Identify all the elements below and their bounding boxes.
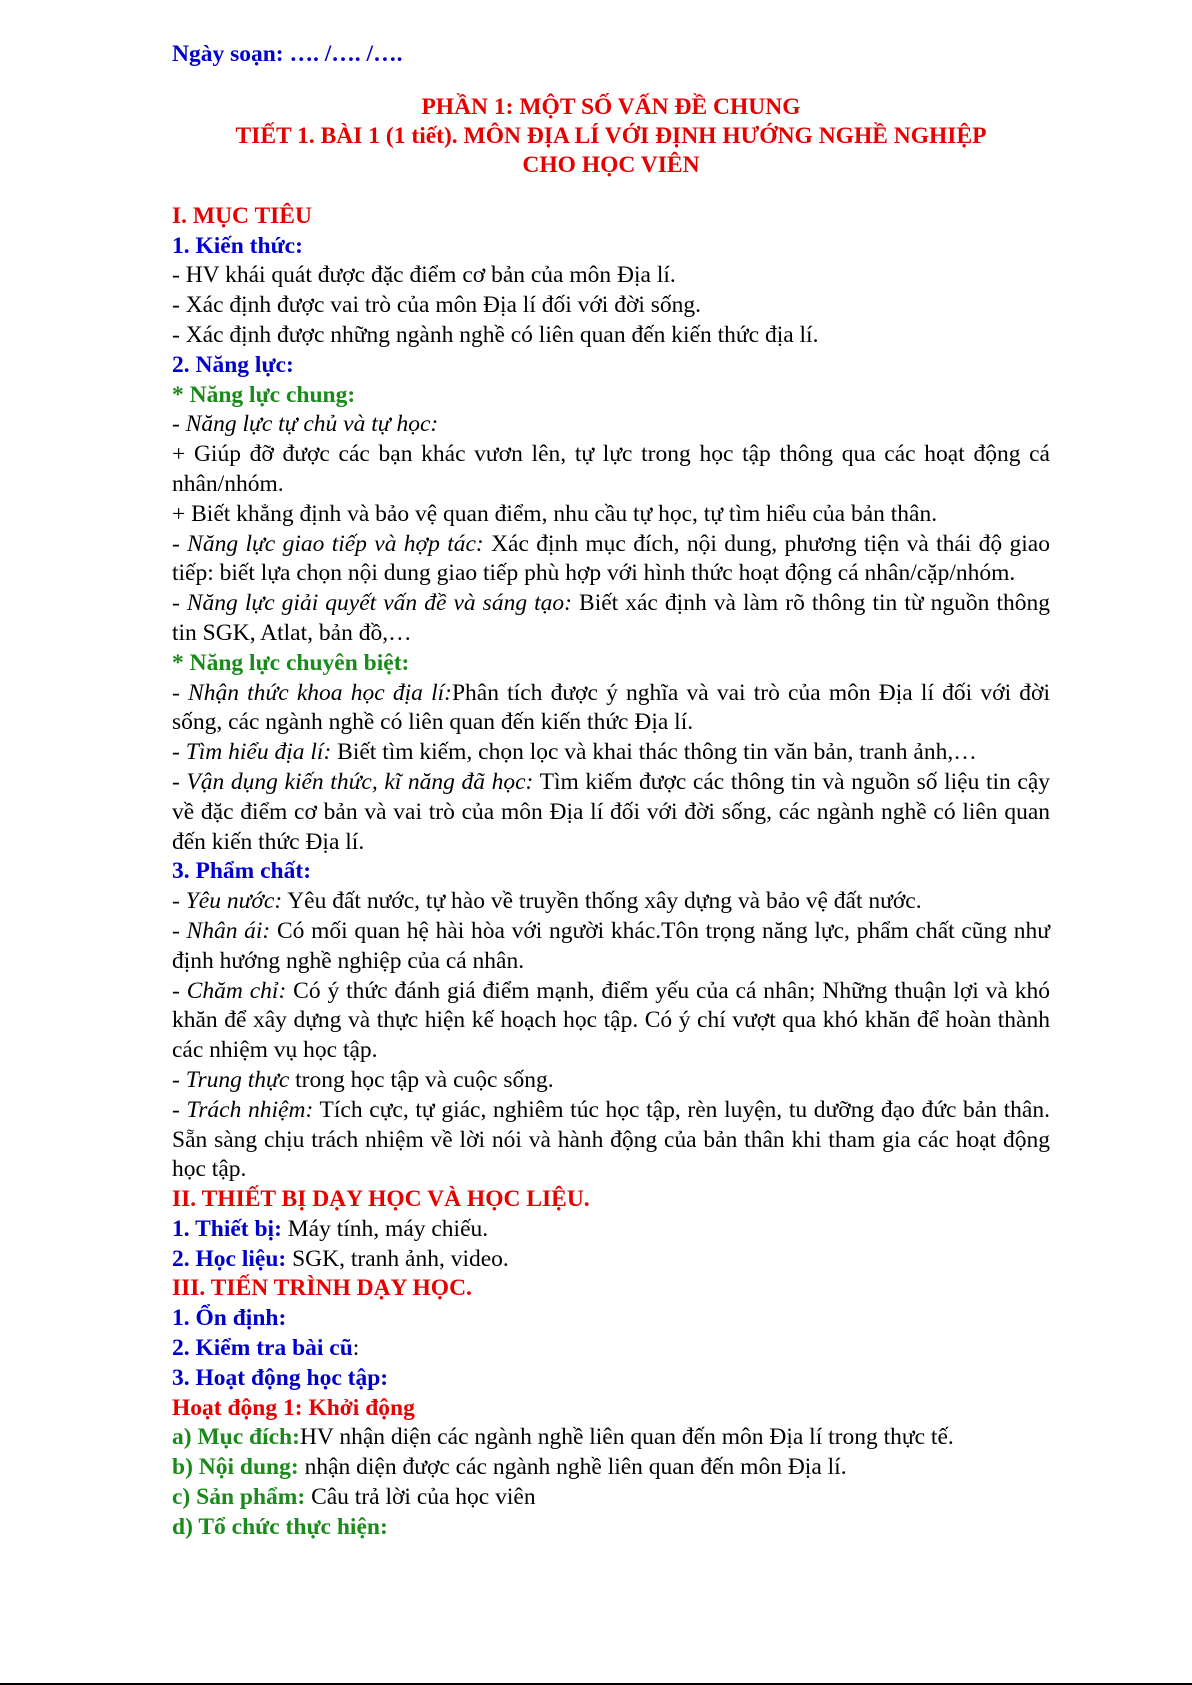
title-line-2: TIẾT 1. BÀI 1 (1 tiết). MÔN ĐỊA LÍ VỚI ĐỊNH HƯỚNG NGHỀ NGHIỆP (235, 122, 987, 149)
cognition-text: Phân tích được ý nghĩa và vai trò của môn Địa lí đối với đời sống, các ngành nghề có liên quan đến kiến thức Địa lí. (172, 679, 1050, 736)
title-line-3: CHO HỌC VIÊN (522, 151, 700, 178)
diligent-paragraph (172, 977, 1050, 1066)
problem-solving-paragraph (172, 589, 1050, 649)
communication-label: - Năng lực giao tiếp và hợp tác: (172, 530, 484, 557)
explore-label: - Tìm hiểu địa lí: (172, 739, 332, 766)
activity1-purpose (172, 1423, 1050, 1453)
apply-paragraph (172, 768, 1050, 857)
knowledge-item: - Xác định được những ngành nghề có liên quan đến kiến thức địa lí. (172, 321, 819, 348)
humane-text: Có mối quan hệ hài hòa với người khác.Tôn trọng năng lực, phẩm chất cũng như định hướng nghề nghiệp của cá nhân. (172, 917, 1050, 974)
patriot-paragraph (172, 887, 1050, 917)
review-label: 2. Kiểm tra bài cũ (172, 1335, 353, 1362)
review-line (172, 1334, 1050, 1364)
purpose-text: HV nhận diện các ngành nghề liên quan đến môn Địa lí trong thực tế. (299, 1424, 954, 1451)
apply-text: Tìm kiếm được các thông tin và nguồn số liệu tin cậy về đặc điểm cơ bản và vai trò của môn Địa lí đối với đời sống, các ngành nghề có liên quan đến kiến thức Địa lí. (172, 768, 1050, 855)
content-text: nhận diện được các ngành nghề liên quan đến môn Địa lí. (298, 1454, 847, 1481)
date-line: Ngày soạn: …. /…. /…. (172, 41, 403, 67)
section-heading-equipment: II. THIẾT BỊ DẠY HỌC VÀ HỌC LIỆU. (172, 1186, 590, 1213)
review-colon: : (352, 1335, 360, 1362)
content-label: b) Nội dung: (172, 1454, 299, 1481)
activity1-heading: Hoạt động 1: Khởi động (172, 1394, 415, 1421)
honest-paragraph (172, 1066, 1050, 1096)
materials-line (172, 1245, 1050, 1275)
problem-solving-label: - Năng lực giải quyết vấn đề và sáng tạo: (172, 590, 572, 617)
activity1-content (172, 1453, 1050, 1483)
explore-paragraph (172, 738, 1050, 768)
knowledge-item: - HV khái quát được đặc điểm cơ bản của môn Địa lí. (172, 262, 676, 289)
diligent-label: - Chăm chỉ: (172, 977, 287, 1004)
section-heading-process: III. TIẾN TRÌNH DẠY HỌC. (172, 1275, 472, 1302)
activity1-product (172, 1483, 1050, 1513)
patriot-label: - Yêu nước: (172, 888, 283, 915)
self-study-item: + Giúp đỡ được các bạn khác vươn lên, tự lực trong học tập thông qua các hoạt động cá nhân/nhóm. (172, 441, 1050, 497)
honest-label: - Trung thực (172, 1066, 290, 1093)
document-page (172, 40, 1050, 1543)
communication-text: Xác định mục đích, nội dung, phương tiện và thái độ giao tiếp: biết lựa chọn nội dung giao tiếp phù hợp với hình thức hoạt động cá nhân/cặp/nhóm. (172, 530, 1050, 587)
subheading-competence: 2. Năng lực: (172, 351, 294, 378)
equipment-text: Máy tính, máy chiếu. (281, 1215, 489, 1242)
cognition-paragraph (172, 679, 1050, 739)
product-label: c) Sản phẩm: (172, 1484, 306, 1511)
knowledge-item: - Xác định được vai trò của môn Địa lí đối với đời sống. (172, 292, 702, 319)
materials-label: 2. Học liệu: (172, 1245, 287, 1272)
subheading-qualities: 3. Phẩm chất: (172, 858, 312, 885)
activity1-organize: d) Tổ chức thực hiện: (172, 1513, 388, 1540)
self-study-item: + Biết khẳng định và bảo vệ quan điểm, nhu cầu tự học, tự tìm hiểu của bản thân. (172, 500, 938, 527)
patriot-text: Yêu đất nước, tự hào về truyền thống xây dựng và bảo vệ đất nước. (282, 888, 922, 915)
responsible-text: Tích cực, tự giác, nghiêm túc học tập, rèn luyện, tu dưỡng đạo đức bản thân. Sẵn sàng chịu trách nhiệm về lời nói và hành động của bản thân khi tham gia các hoạt động học tập. (172, 1096, 1050, 1183)
self-study-label: - Năng lực tự chủ và tự học: (172, 411, 439, 438)
section-heading-objectives: I. MỤC TIÊU (172, 202, 312, 229)
communication-paragraph (172, 530, 1050, 590)
humane-paragraph (172, 917, 1050, 977)
activities-heading: 3. Hoạt động học tập: (172, 1364, 389, 1391)
subheading-specific-competence: * Năng lực chuyên biệt: (172, 649, 410, 676)
subheading-general-competence: * Năng lực chung: (172, 381, 356, 408)
humane-label: - Nhân ái: (172, 917, 271, 944)
purpose-label: a) Mục đích: (172, 1424, 300, 1451)
title-line-1: PHẦN 1: MỘT SỐ VẤN ĐỀ CHUNG (421, 93, 801, 120)
subheading-knowledge: 1. Kiến thức: (172, 232, 303, 259)
equipment-label: 1. Thiết bị: (172, 1215, 282, 1242)
materials-text: SGK, tranh ảnh, video. (286, 1245, 509, 1272)
document-title (172, 93, 1050, 180)
stabilize-heading: 1. Ổn định: (172, 1305, 287, 1332)
responsible-paragraph (172, 1096, 1050, 1185)
apply-label: - Vận dụng kiến thức, kĩ năng đã học: (172, 768, 534, 795)
diligent-text: Có ý thức đánh giá điểm mạnh, điểm yếu của cá nhân; Những thuận lợi và khó khăn để xây dựng và thực hiện kế hoạch học tập. Có ý chí vượt qua khó khăn để hoàn thành các nhiệm vụ học tập. (172, 977, 1050, 1064)
cognition-label: - Nhận thức khoa học địa lí: (172, 679, 452, 706)
equipment-line (172, 1215, 1050, 1245)
problem-solving-text: Biết xác định và làm rõ thông tin từ nguồn thông tin SGK, Atlat, bản đồ,… (172, 590, 1050, 646)
product-text: Câu trả lời của học viên (305, 1484, 536, 1511)
responsible-label: - Trách nhiệm: (172, 1096, 314, 1123)
explore-text: Biết tìm kiếm, chọn lọc và khai thác thông tin văn bản, tranh ảnh,… (331, 739, 977, 766)
honest-text: trong học tập và cuộc sống. (289, 1066, 554, 1093)
